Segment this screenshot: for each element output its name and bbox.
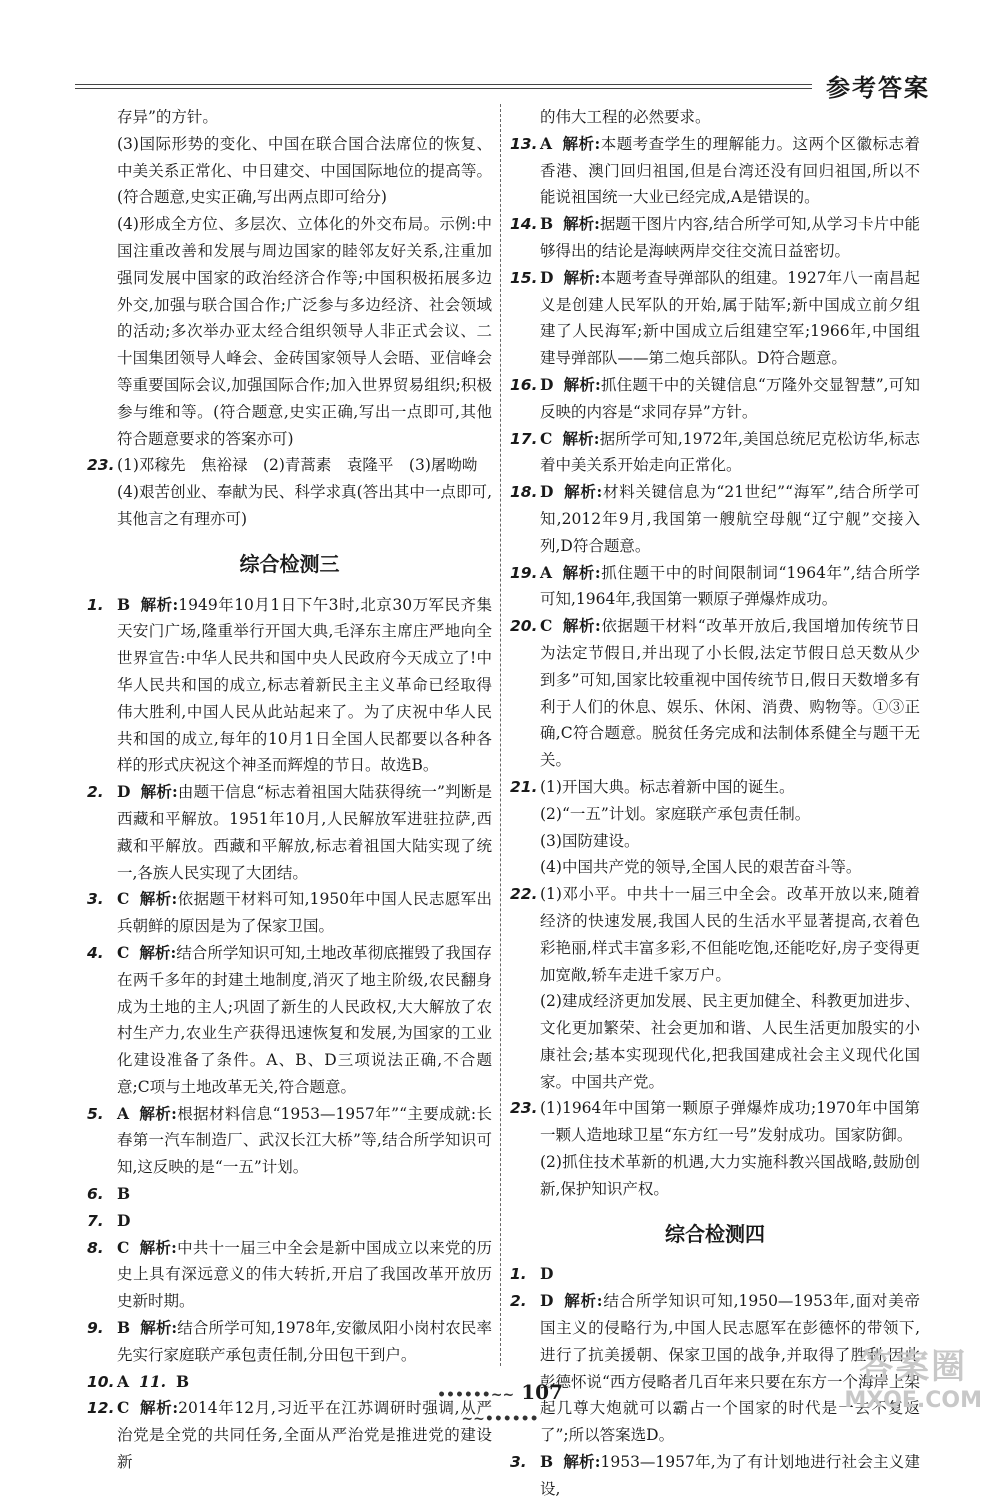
- analysis-label: 解析:: [139, 1103, 177, 1123]
- analysis-text: 抓住题干中的时间限制词“1964年”,结合所学可知,1964年,我国第一颗原子弹爆炸成功。: [540, 563, 920, 609]
- list-item: [510, 426, 920, 480]
- list-item: [87, 1181, 492, 1208]
- question-number: 2.: [87, 783, 104, 802]
- answer-letter: D: [117, 1210, 131, 1230]
- list-item: [510, 1449, 920, 1503]
- answer-letter: C: [540, 616, 553, 636]
- answer-letter: D: [540, 374, 554, 394]
- answer-letter: A: [540, 562, 553, 582]
- list-item: [87, 1101, 492, 1181]
- question-number: 22.: [510, 885, 538, 904]
- answer-line: (4)中国共产党的领导,全国人民的艰苦奋斗等。: [540, 858, 862, 877]
- question-number: 5.: [87, 1104, 104, 1123]
- list-item: [87, 592, 492, 780]
- analysis-text: 据所学可知,1972年,美国总统尼克松访华,标志着中美关系开始走向正常化。: [540, 429, 920, 475]
- analysis-text: 根据材料信息“1953—1957年”“主要成就:长春第一汽车制造厂、武汉长江大桥”等,结合所学知识可知,这反映的是“一五”计划。: [117, 1104, 492, 1177]
- answer-line: (4)艰苦创业、奉献为民、科学求真(答出其中一点即可,其他言之有理亦可): [117, 483, 492, 528]
- answer-letter: B: [540, 214, 554, 234]
- answer-part-4: (4)形成全方位、多层次、立体化的外交布局。示例:中国注重改善和发展与周边国家的睦邻友好关系,注重加强同发展中国家的政治经济合作等;中国积极拓展多边外交,加强与联合国合作;广泛参与多边经济、社会领域的活动;多次举办亚太经合组织领导人非正式会议、二十国集团领导人峰会、金砖国家领导人会晤、亚信峰会等重要国际会议,加强国际合作;加入世界贸易组织;积极参与维和等。(符合题意,史实正确,写出一点即可,其他符合题意要求的答案亦可): [117, 215, 492, 448]
- answer-letter: C: [117, 942, 130, 962]
- analysis-label: 解析:: [562, 133, 601, 153]
- answer-line: (1)邓小平。中共十一届三中全会。改革开放以来,随着经济的快速发展,我国人民的生活水平显著提高,衣着色彩艳丽,样式丰富多彩,不但能吃饱,还能吃好,房子变得更加宽敞,轿车走进千家万户。: [540, 885, 920, 984]
- analysis-text: 1949年10月1日下午3时,北京30万军民齐集天安门广场,隆重举行开国大典,毛泽东主席庄严地向全世界宣告:中华人民共和国中央人民政府今天成立了!中华人民共和国的成立,标志着新民主主义革命已经取得伟大胜利,中国人民从此站起来了。为了庆祝中华人民共和国的成立,每年的10月1日全国人民都要以各种各样的形式庆祝这个神圣而辉煌的节日。故选B。: [117, 595, 492, 775]
- analysis-label: 解析:: [140, 1318, 178, 1338]
- analysis-label: 解析:: [139, 1237, 177, 1257]
- question-number: 3.: [87, 890, 104, 909]
- question-number: 16.: [510, 375, 538, 394]
- list-item: [510, 211, 920, 265]
- question-number: 1.: [510, 1265, 527, 1284]
- answer-letter: B: [117, 594, 131, 614]
- question-23: [87, 452, 492, 532]
- list-item: [87, 779, 492, 886]
- analysis-text: 结合所学可知,1978年,安徽凤阳小岗村农民率先实行家庭联产承包责任制,分田包干到户。: [117, 1319, 492, 1364]
- question-number: 2.: [510, 1292, 527, 1311]
- column-divider: [500, 104, 501, 1366]
- list-item: [87, 1315, 492, 1369]
- question-21: [510, 774, 920, 881]
- analysis-label: 解析:: [563, 1452, 601, 1472]
- answer-line: (2)“一五”计划。家庭联产承包责任制。: [540, 804, 811, 823]
- question-number: 19.: [510, 563, 538, 582]
- analysis-label: 解析:: [139, 1398, 179, 1418]
- question-number: 9.: [87, 1319, 104, 1338]
- analysis-text: 依据题干材料可知,1950年中国人民志愿军出兵朝鲜的原因是为了保家卫国。: [117, 890, 492, 936]
- right-column: [510, 104, 920, 1503]
- analysis-label: 解析:: [139, 942, 177, 962]
- answer-letter: C: [540, 428, 553, 448]
- list-item: [510, 265, 920, 372]
- answer-line: (2)抓住技术革新的机遇,大力实施科教兴国战略,鼓励创新,保护知识产权。: [540, 1153, 920, 1198]
- answer-letter: A: [117, 1103, 130, 1123]
- answer-letter: B: [117, 1184, 131, 1204]
- answer-letter: C: [117, 1237, 130, 1257]
- analysis-text: 本题考查导弹部队的组建。1927年八一南昌起义是创建人民军队的开始,属于陆军;新中国成立前夕组建了人民海军;新中国成立后组建空军;1966年,中国组建导弹部队——第二炮兵部队。D符合题意。: [540, 268, 920, 368]
- question-number: 17.: [510, 429, 538, 448]
- question-number: 23.: [510, 1099, 538, 1118]
- analysis-label: 解析:: [562, 616, 601, 636]
- question-number: 23.: [87, 456, 115, 475]
- question-number: 10.: [87, 1372, 115, 1391]
- list-item: [510, 613, 920, 774]
- analysis-text: 抓住题干中的关键信息“万隆外交显智慧”,可知反映的内容是“求同存异”方针。: [540, 375, 920, 421]
- question-number: 1.: [87, 595, 104, 614]
- left-column: [87, 104, 492, 1476]
- list-item: [87, 1235, 492, 1315]
- analysis-text: 结合所学知识可知,1950—1953年,面对美帝国主义的侵略行为,中国人民志愿军在彭德怀的带领下,进行了抗美援朝、保家卫国的战争,并取得了胜利,因此彭德怀说“西方侵略者几百年来只要在东方一个海岸上架起几尊大炮就可以霸占一个国家的时代是一去不复返了”;所以答案选D。: [540, 1292, 920, 1445]
- footer-ornament-right: ~~••••••: [461, 1411, 539, 1427]
- watermark: [844, 1339, 982, 1413]
- answer-letter: C: [117, 889, 130, 909]
- question-number: 13.: [510, 134, 538, 153]
- answer-line: (1)邓稼先 焦裕禄 (2)青蒿素 袁隆平 (3)屠呦呦: [117, 456, 478, 475]
- analysis-label: 解析:: [140, 782, 178, 802]
- header-title: 参考答案: [826, 74, 930, 102]
- question-number: 6.: [87, 1185, 104, 1204]
- footer-ornament-left: ••••••~~: [437, 1387, 515, 1403]
- analysis-text: 材料关键信息为“21世纪”“海军”,结合所学可知,2012年9月,我国第一艘航空母舰“辽宁舰”交接入列,D符合题意。: [540, 483, 920, 555]
- watermark-url: MXQE.COM: [844, 1388, 982, 1413]
- answer-letter: B: [540, 1452, 554, 1472]
- question-number: 14.: [510, 215, 538, 234]
- list-item: [510, 1261, 920, 1288]
- section-title: 综合检测三: [239, 551, 340, 576]
- header-rule: [75, 84, 812, 92]
- answer-letter: D: [540, 1291, 554, 1311]
- continued-text: 的伟大工程的必然要求。: [540, 108, 711, 126]
- list-item: [510, 560, 920, 614]
- question-number: 18.: [510, 483, 538, 502]
- list-item: [87, 1208, 492, 1235]
- question-number: 20.: [510, 617, 538, 636]
- answer-letter: C: [117, 1398, 130, 1418]
- question-number: 11.: [139, 1371, 166, 1391]
- analysis-label: 解析:: [563, 214, 600, 234]
- analysis-label: 解析:: [563, 267, 601, 287]
- answer-letter: D: [117, 782, 131, 802]
- list-item: [510, 131, 920, 211]
- answer-line: (1)1964年中国第一颗原子弹爆炸成功;1970年中国第一颗人造地球卫星“东方红一号”发射成功。国家防御。: [540, 1099, 920, 1145]
- watermark-logo: 答案圈: [859, 1347, 968, 1387]
- analysis-label: 解析:: [140, 594, 179, 614]
- list-item: [510, 372, 920, 426]
- analysis-text: 1953—1957年,为了有计划地进行社会主义建设,: [540, 1453, 920, 1498]
- list-item: [87, 886, 492, 940]
- answer-line: (3)国防建设。: [540, 831, 640, 850]
- answer-line: (1)开国大典。标志着新中国的诞生。: [540, 777, 795, 796]
- question-number: 3.: [510, 1453, 527, 1472]
- answer-letter: A: [540, 133, 553, 153]
- answer-letter: B: [117, 1318, 131, 1338]
- analysis-text: 2014年12月,习近平在江苏调研时强调,从严治党是全党的共同任务,全面从严治党是推进党的建设新: [117, 1399, 492, 1472]
- analysis-text: 中共十一届三中全会是新中国成立以来党的历史上具有深远意义的伟大转折,开启了我国改革开放历史新时期。: [117, 1238, 492, 1311]
- analysis-label: 解析:: [563, 374, 601, 394]
- question-23: [510, 1095, 920, 1202]
- answer-letter: A: [117, 1371, 130, 1391]
- question-number: 12.: [87, 1399, 115, 1418]
- answer-letter: D: [540, 1264, 554, 1284]
- analysis-label: 解析:: [562, 428, 600, 448]
- question-number: 8.: [87, 1238, 104, 1257]
- analysis-label: 解析:: [563, 482, 603, 502]
- analysis-text: 结合所学知识可知,土地改革彻底摧毁了我国存在两千多年的封建土地制度,消灭了地主阶级,农民翻身成为土地的主人;巩固了新生的人民政权,大大解放了农村生产力,农业生产获得迅速恢复和发展,为国家的工业化建设准备了条件。A、B、D三项说法正确,不合题意;C项与土地改革无关,符合题意。: [117, 943, 492, 1096]
- page-header: [75, 68, 930, 100]
- answer-letter: D: [540, 267, 554, 287]
- list-item: [87, 940, 492, 1101]
- section-title: 综合检测四: [665, 1221, 765, 1246]
- question-number: 7.: [87, 1211, 104, 1230]
- page-number: 107: [521, 1380, 563, 1404]
- question-number: 4.: [87, 943, 104, 962]
- list-item: [510, 479, 920, 559]
- question-number: 21.: [510, 777, 538, 796]
- question-number: 15.: [510, 268, 538, 287]
- answer-part-3: (3)国际形势的变化、中国在联合国合法席位的恢复、中美关系正常化、中日建交、中国国际地位的提高等。(符合题意,史实正确,写出两点即可给分): [117, 134, 492, 207]
- analysis-text: 本题考查学生的理解能力。这两个区徽标志着香港、澳门回归祖国,但是台湾还没有回归祖国,所以不能说祖国统一大业已经完成,A是错误的。: [540, 134, 920, 207]
- answer-letter: B: [176, 1371, 190, 1391]
- analysis-text: 依据题干材料“改革开放后,我国增加传统节日为法定节假日,并出现了小长假,法定节假日总天数从少到多”可知,国家比较重视中国传统节日,假日天数增多有利于人们的休息、娱乐、休闲、消费、购物等。①③正确,C符合题意。脱贫任务完成和法制体系健全与题干无关。: [540, 617, 920, 770]
- page-footer: [420, 1380, 580, 1428]
- analysis-text: 由题干信息“标志着祖国大陆获得统一”判断是西藏和平解放。1951年10月,人民解放军进驻拉萨,西藏和平解放。西藏和平解放,标志着祖国大陆实现了统一,各族人民实现了大团结。: [117, 783, 492, 882]
- question-22: [510, 881, 920, 1095]
- answer-line: (2)建成经济更加发展、民主更加健全、科教更加进步、文化更加繁荣、社会更加和谐、人民生活更加殷实的小康社会;基本实现现代化,把我国建成社会主义现代化国家。中国共产党。: [540, 992, 920, 1091]
- analysis-label: 解析:: [562, 562, 601, 582]
- answer-letter: D: [540, 482, 554, 502]
- continued-text: 存异”的方针。: [117, 108, 218, 126]
- analysis-text: 据题干图片内容,结合所学可知,从学习卡片中能够得出的结论是海峡两岸交往交流日益密切。: [540, 215, 920, 260]
- analysis-label: 解析:: [563, 1291, 603, 1311]
- analysis-label: 解析:: [139, 889, 178, 909]
